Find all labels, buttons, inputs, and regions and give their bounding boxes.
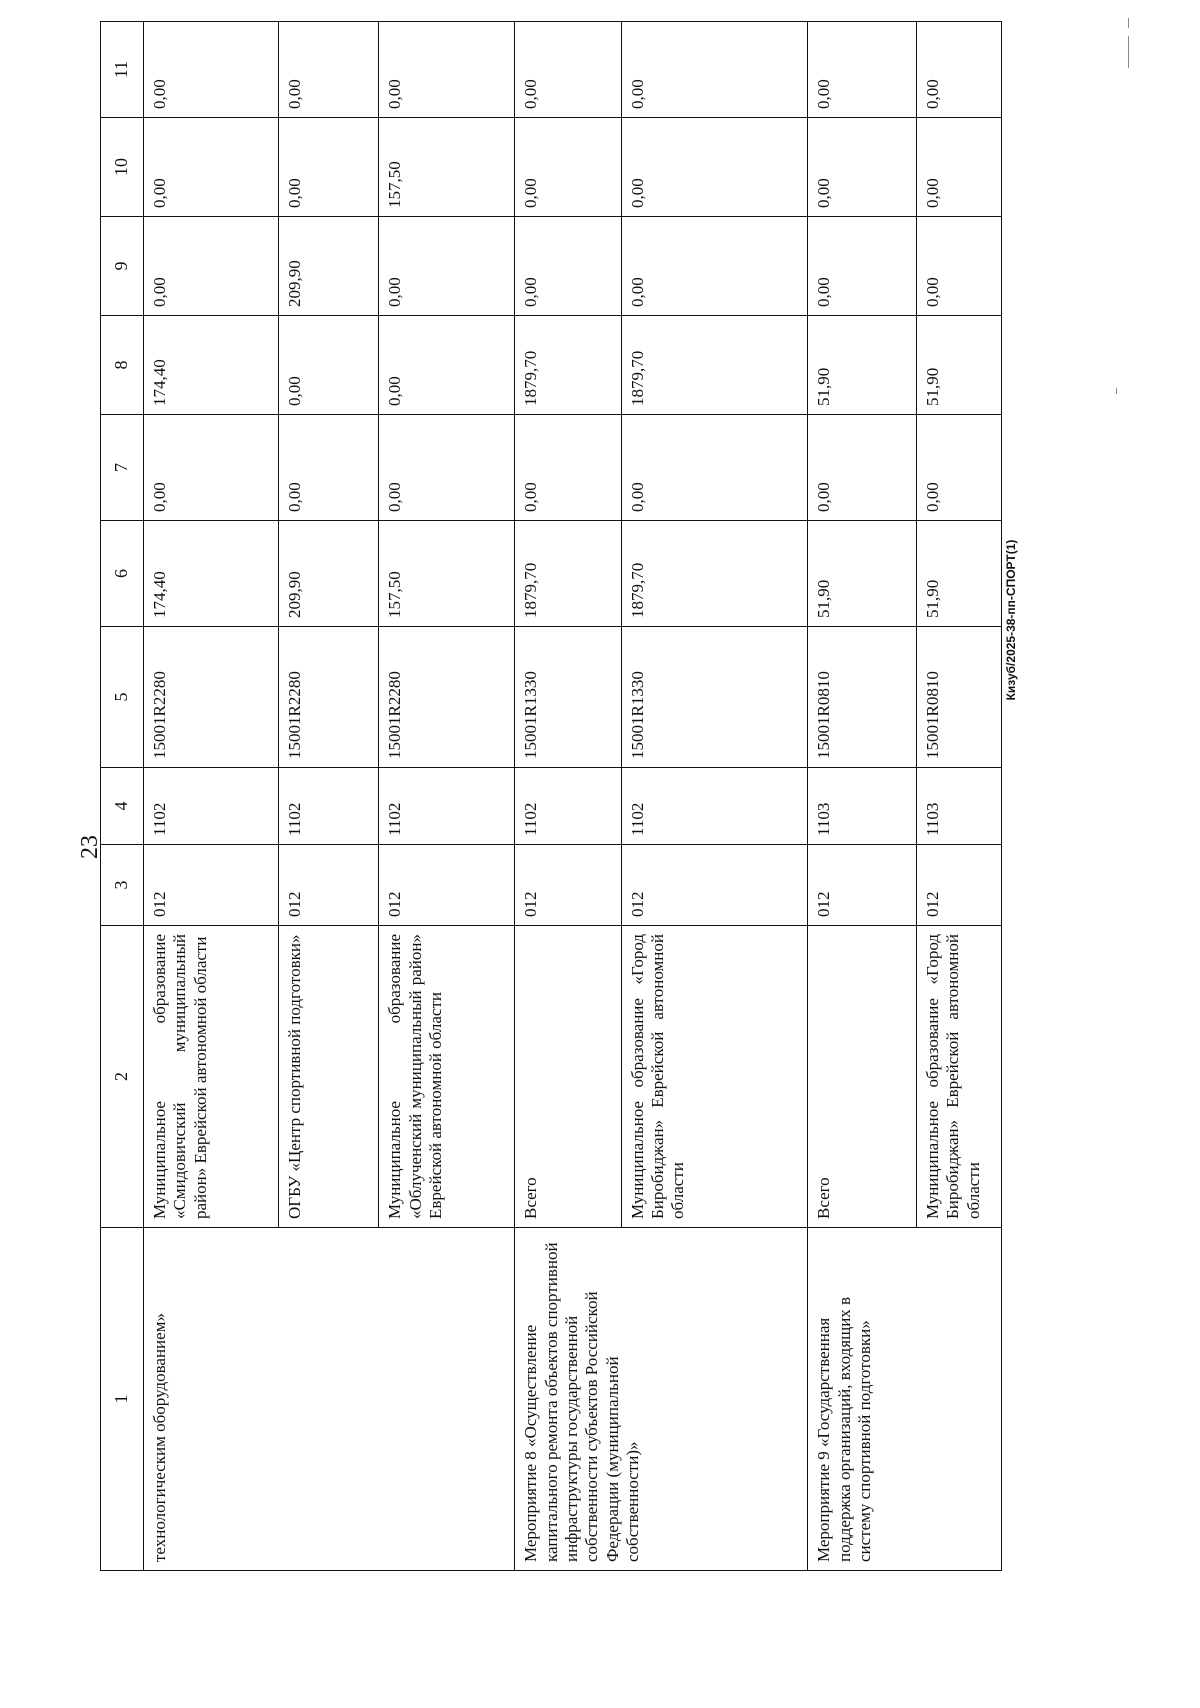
- value-cell: 209,90: [278, 217, 379, 316]
- value-cell: 15001R1330: [621, 627, 808, 768]
- value-cell: 0,00: [379, 415, 515, 521]
- value-cell: 0,00: [379, 316, 515, 415]
- value-cell: 209,90: [278, 521, 379, 627]
- value-cell: 0,00: [917, 118, 1002, 217]
- value-cell: 1879,70: [621, 316, 808, 415]
- value-cell: 1879,70: [515, 521, 621, 627]
- value-cell: 012: [621, 845, 808, 926]
- value-cell: 012: [808, 845, 917, 926]
- value-cell: 0,00: [808, 415, 917, 521]
- value-cell: 0,00: [379, 22, 515, 118]
- activity-cell: Мероприятие 9 «Государственная поддержка организаций, входящих в систему спортивной подготовки»: [808, 1228, 1002, 1571]
- executor-cell: Муниципальное образование «Город Биробиджан» Еврейской автономной области: [621, 926, 808, 1228]
- value-cell: 0,00: [917, 415, 1002, 521]
- column-header: 5: [101, 627, 144, 768]
- value-cell: 1879,70: [515, 316, 621, 415]
- value-cell: 0,00: [917, 217, 1002, 316]
- value-cell: 0,00: [621, 217, 808, 316]
- value-cell: 0,00: [144, 217, 279, 316]
- executor-cell: Муниципальное образование «Смидовичский муниципальный район» Еврейской автономной области: [144, 926, 279, 1228]
- value-cell: 012: [144, 845, 279, 926]
- column-header: 4: [101, 768, 144, 845]
- header-row: [101, 22, 144, 1571]
- value-cell: 51,90: [917, 521, 1002, 627]
- scan-mark: [1128, 36, 1129, 68]
- column-header: 8: [101, 316, 144, 415]
- executor-cell: Всего: [515, 926, 621, 1228]
- document-id: Кизуб/2025-38-пп-СПОРТ(1): [1004, 539, 1018, 701]
- column-header: 7: [101, 415, 144, 521]
- value-cell: 012: [278, 845, 379, 926]
- budget-table: [100, 21, 1002, 1571]
- column-header: 3: [101, 845, 144, 926]
- column-header: 11: [101, 22, 144, 118]
- value-cell: 0,00: [515, 118, 621, 217]
- value-cell: 012: [917, 845, 1002, 926]
- value-cell: 012: [515, 845, 621, 926]
- value-cell: 15001R2280: [379, 627, 515, 768]
- value-cell: 012: [379, 845, 515, 926]
- value-cell: 1102: [144, 768, 279, 845]
- column-header: 1: [101, 1228, 144, 1571]
- column-header: 2: [101, 926, 144, 1228]
- value-cell: 0,00: [278, 118, 379, 217]
- table-row: [144, 22, 279, 1571]
- executor-cell: Всего: [808, 926, 917, 1228]
- value-cell: 0,00: [278, 22, 379, 118]
- value-cell: 0,00: [144, 22, 279, 118]
- executor-cell: Муниципальное образование «Город Биробиджан» Еврейской автономной области: [917, 926, 1002, 1228]
- value-cell: 1879,70: [621, 521, 808, 627]
- value-cell: 51,90: [917, 316, 1002, 415]
- value-cell: 15001R1330: [515, 627, 621, 768]
- value-cell: 0,00: [144, 415, 279, 521]
- value-cell: 174,40: [144, 521, 279, 627]
- value-cell: 1102: [515, 768, 621, 845]
- table-row: [808, 22, 917, 1571]
- value-cell: 1102: [278, 768, 379, 845]
- value-cell: 0,00: [808, 217, 917, 316]
- value-cell: 157,50: [379, 118, 515, 217]
- value-cell: 1103: [808, 768, 917, 845]
- scan-mark: [1128, 18, 1129, 28]
- column-header: 6: [101, 521, 144, 627]
- value-cell: 0,00: [379, 217, 515, 316]
- value-cell: 0,00: [917, 22, 1002, 118]
- activity-cell: технологическим оборудованием»: [144, 1228, 515, 1571]
- column-header: 9: [101, 217, 144, 316]
- value-cell: 1103: [917, 768, 1002, 845]
- page-number: 23: [77, 835, 103, 859]
- value-cell: 0,00: [621, 118, 808, 217]
- value-cell: 0,00: [515, 22, 621, 118]
- value-cell: 15001R2280: [278, 627, 379, 768]
- activity-cell: Мероприятие 8 «Осуществление капитального ремонта объектов спортивной инфраструктуры государственной собственности субъектов Российской Федерации (муниципальной собственности)»: [515, 1228, 808, 1571]
- value-cell: 0,00: [621, 415, 808, 521]
- value-cell: 15001R0810: [808, 627, 917, 768]
- value-cell: 15001R0810: [917, 627, 1002, 768]
- executor-cell: ОГБУ «Центр спортивной подготовки»: [278, 926, 379, 1228]
- value-cell: 51,90: [808, 316, 917, 415]
- value-cell: 0,00: [278, 415, 379, 521]
- value-cell: 174,40: [144, 316, 279, 415]
- value-cell: 0,00: [621, 22, 808, 118]
- value-cell: 0,00: [515, 415, 621, 521]
- value-cell: 51,90: [808, 521, 917, 627]
- value-cell: 0,00: [515, 217, 621, 316]
- executor-cell: Муниципальное образование «Облученский муниципальный район» Еврейской автономной области: [379, 926, 515, 1228]
- value-cell: 0,00: [808, 118, 917, 217]
- value-cell: 1102: [621, 768, 808, 845]
- value-cell: 0,00: [808, 22, 917, 118]
- value-cell: 1102: [379, 768, 515, 845]
- column-header: 10: [101, 118, 144, 217]
- value-cell: 0,00: [144, 118, 279, 217]
- value-cell: 0,00: [278, 316, 379, 415]
- table-viewport: [100, 60, 1002, 1571]
- scan-mark: [1116, 388, 1117, 394]
- value-cell: 157,50: [379, 521, 515, 627]
- table-row: [515, 22, 621, 1571]
- value-cell: 15001R2280: [144, 627, 279, 768]
